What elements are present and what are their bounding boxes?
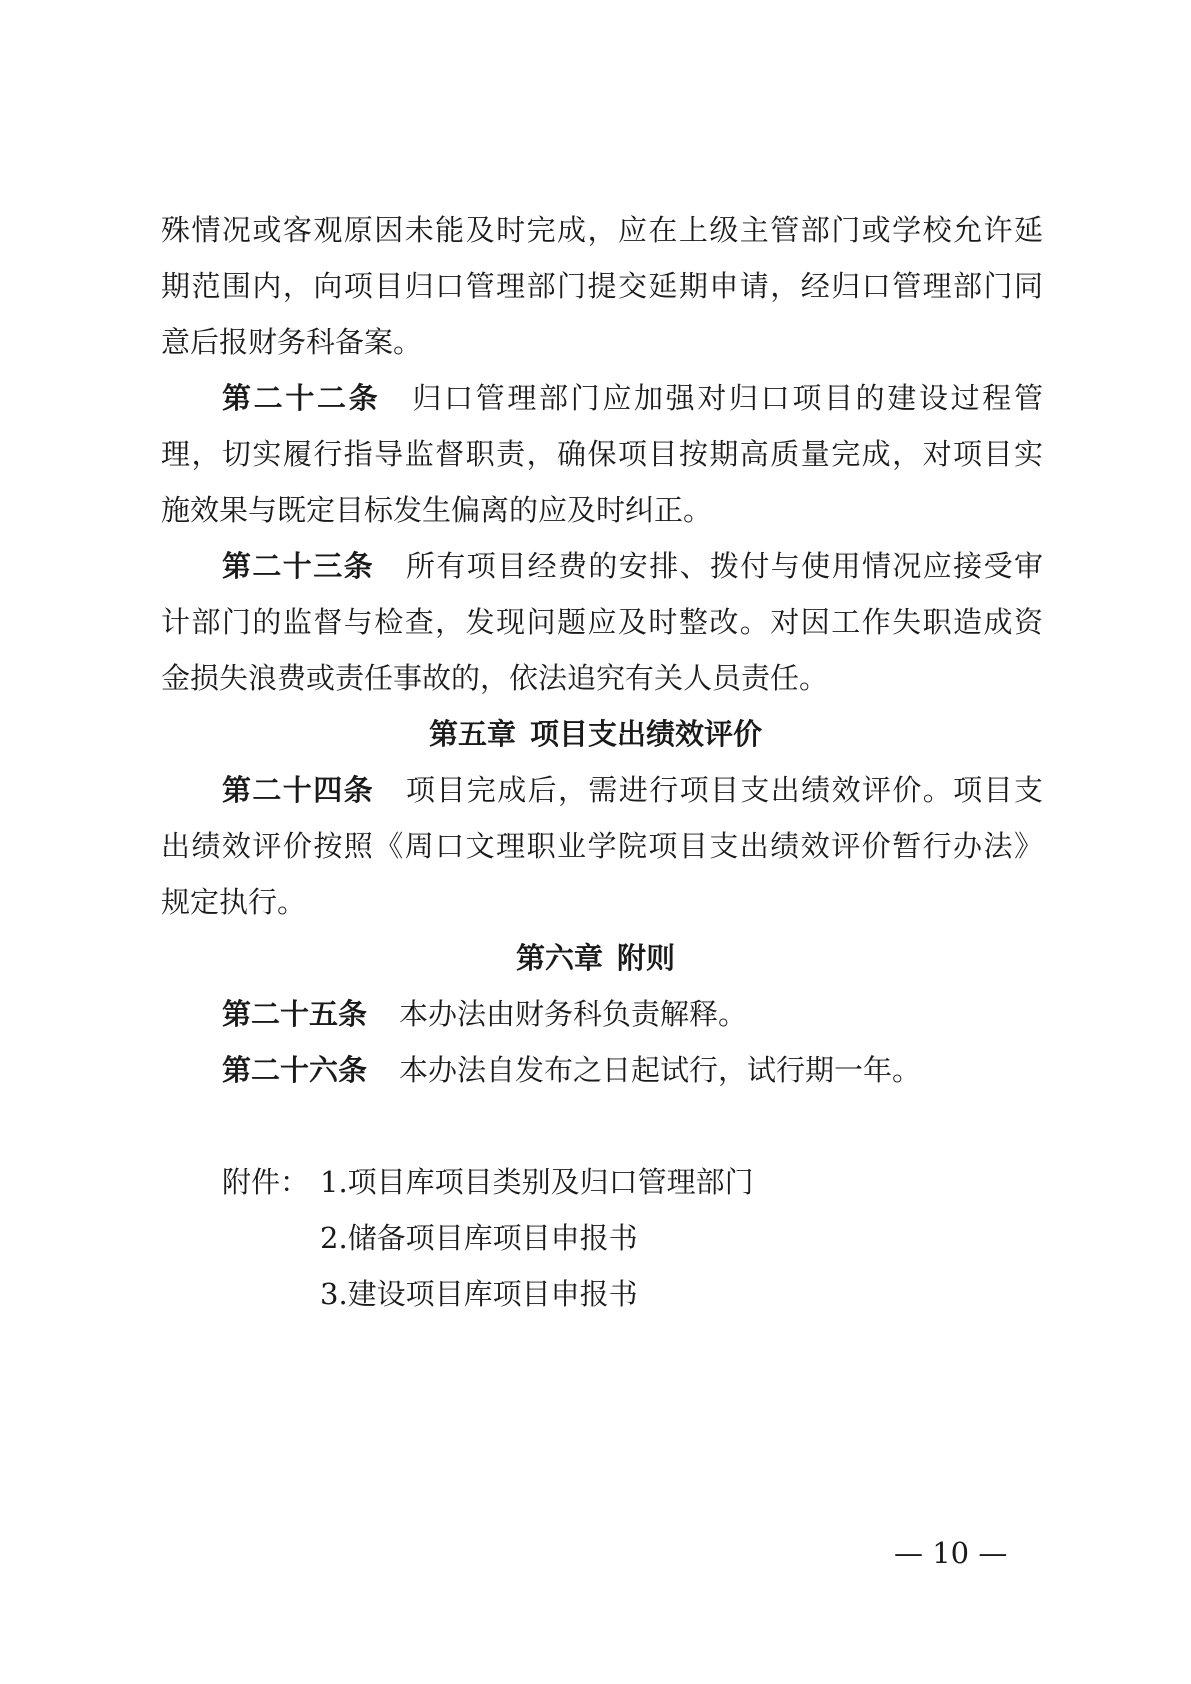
paragraph-line: 期范围内，向项目归口管理部门提交延期申请，经归口管理部门同 [161,269,1043,303]
article-text: 所有项目经费的安排、拨付与使用情况应接受审 [406,549,1043,583]
attachment-item: 1.项目库项目类别及归口管理部门 [320,1165,754,1199]
chapter-6-heading [0,940,1191,976]
paragraph-line: 理，切实履行指导监督职责，确保项目按期高质量完成，对项目实 [161,437,1043,471]
article-22 [222,380,1043,416]
chapter-5-heading [0,716,1191,752]
paragraph-line: 出绩效评价按照《周口文理职业学院项目支出绩效评价暂行办法》 [161,829,1043,863]
paragraph-line: 施效果与既定目标发生偏离的应及时纠正。 [161,493,713,527]
paragraph-line: 意后报财务科备案。 [161,325,423,359]
paragraph-line: 殊情况或客观原因未能及时完成，应在上级主管部门或学校允许延 [161,213,1043,247]
chapter-title: 附则 [617,941,676,975]
article-23 [222,548,1043,584]
article-label: 第二十三条 [222,549,374,583]
attachments-label: 附件： [222,1165,310,1199]
attachment-item: 3.建设项目库项目申报书 [320,1277,638,1311]
article-24 [222,772,1043,808]
paragraph-line: 计部门的监督与检查，发现问题应及时整改。对因工作失职造成资 [161,605,1043,639]
article-label: 第二十二条 [222,381,381,415]
article-label: 第二十六条 [222,1053,368,1087]
article-text: 项目完成后，需进行项目支出绩效评价。项目支 [406,773,1043,807]
article-25 [222,996,1043,1032]
chapter-title: 项目支出绩效评价 [530,717,763,751]
article-26 [222,1052,1043,1088]
article-label: 第二十五条 [222,997,368,1031]
paragraph-line: 规定执行。 [161,885,307,919]
article-text: 归口管理部门应加强对归口项目的建设过程管 [412,381,1043,415]
article-text: 本办法自发布之日起试行，试行期一年。 [399,1053,922,1087]
chapter-number: 第五章 [428,717,516,751]
paragraph-line: 金损失浪费或责任事故的，依法追究有关人员责任。 [161,661,829,695]
article-text: 本办法由财务科负责解释。 [399,997,748,1031]
page-number: — 10 — [894,1536,1008,1570]
article-label: 第二十四条 [222,773,374,807]
chapter-number: 第六章 [515,941,603,975]
attachment-item: 2.储备项目库项目申报书 [320,1221,638,1255]
